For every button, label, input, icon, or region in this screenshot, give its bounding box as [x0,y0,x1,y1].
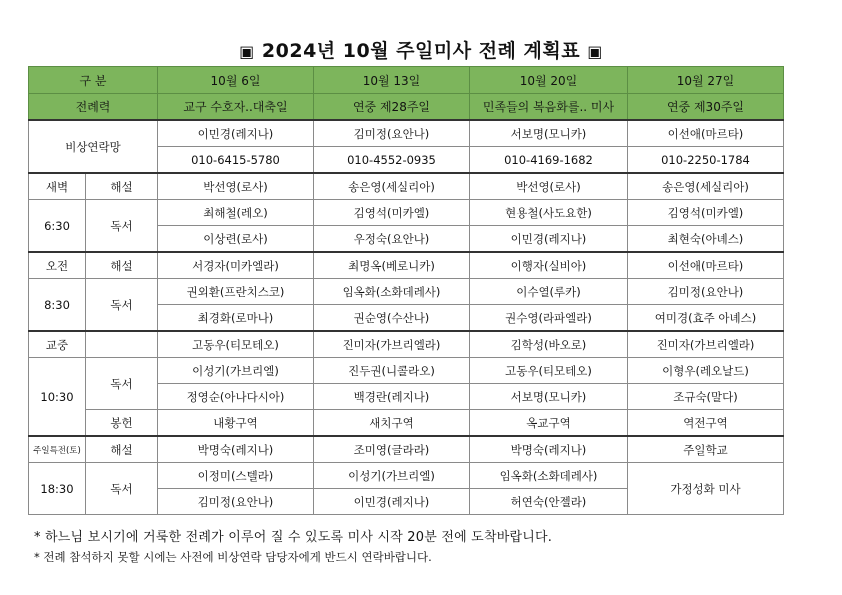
mass-630-reading1-row [29,200,784,226]
assignment-cell: 가정성화 미사 [628,463,784,515]
assignment-cell: 임옥화(소화데레사) [314,279,470,305]
assignment-cell: 백경란(레지나) [314,384,470,410]
reading-label: 독서 [86,358,158,410]
assignment-cell: 박선영(로사) [470,173,628,200]
note-arrival: * 하느님 보시기에 거룩한 전례가 이루어 질 수 있도록 미사 시작 20분 전에 도착바랍니다. [34,530,553,545]
assignment-cell: 최경화(로마나) [158,305,314,332]
commentary-label: 해설 [86,436,158,463]
assignment-cell: 여미경(효주 아녜스) [628,305,784,332]
commentary-label: 해설 [86,173,158,200]
emergency-label: 비상연락망 [29,120,158,173]
assignment-cell: 옥교구역 [470,410,628,437]
reading-label: 독서 [86,279,158,332]
mass-1830-commentary-row [29,436,784,463]
assignment-cell: 허연숙(안젤라) [470,489,628,515]
assignment-cell: 우정숙(요안나) [314,226,470,253]
mass-630-commentary-row [29,173,784,200]
title-box-left: ▣ [239,42,255,61]
assignment-cell: 이정미(스텔라) [158,463,314,489]
reading-label: 독서 [86,463,158,515]
assignment-cell: 진미자(가브리엘라) [628,331,784,358]
assignment-cell: 최현숙(아녜스) [628,226,784,253]
assignment-cell: 새치구역 [314,410,470,437]
assignment-cell: 진미자(가브리엘라) [314,331,470,358]
assignment-cell: 송은영(세실리아) [628,173,784,200]
assignment-cell: 이행자(실비아) [470,252,628,279]
assignment-cell: 박명숙(레지나) [158,436,314,463]
emergency-name: 이민경(레지나) [158,120,314,147]
assignment-cell: 김미정(요안나) [628,279,784,305]
commentary-label-empty [86,331,158,358]
emergency-name: 서보명(모니카) [470,120,628,147]
header-date: 10월 13일 [314,67,470,94]
note-absence: * 전례 참석하지 못할 시에는 사전에 비상연락 담당자에게 반드시 연락바랍니다. [34,550,432,564]
page-title [0,36,842,63]
assignment-cell: 김영석(미카엘) [314,200,470,226]
assignment-cell: 권수영(라파엘라) [470,305,628,332]
assignment-cell: 정영순(아나다시아) [158,384,314,410]
mass-1830-reading1-row [29,463,784,489]
assignment-cell: 권순영(수산나) [314,305,470,332]
mass-630-time: 6:30 [29,200,86,253]
assignment-cell: 이선애(마르타) [628,252,784,279]
assignment-cell: 임옥화(소화데레사) [470,463,628,489]
reading-label: 독서 [86,200,158,253]
assignment-cell: 최명옥(베로니카) [314,252,470,279]
assignment-cell: 이성기(가브리엘) [314,463,470,489]
assignment-cell: 고동우(티모테오) [158,331,314,358]
mass-1030-reading1-row [29,358,784,384]
assignment-cell: 김학성(바오로) [470,331,628,358]
assignment-cell: 박선영(로사) [158,173,314,200]
assignment-cell: 김영석(미카엘) [628,200,784,226]
header-date: 10월 27일 [628,67,784,94]
assignment-cell: 이민경(레지나) [314,489,470,515]
offering-label: 봉헌 [86,410,158,437]
emergency-phone: 010-4169-1682 [470,147,628,174]
commentary-label: 해설 [86,252,158,279]
mass-830-reading1-row [29,279,784,305]
mass-830-time: 8:30 [29,279,86,332]
assignment-cell: 이상련(로사) [158,226,314,253]
assignment-cell: 박명숙(레지나) [470,436,628,463]
calendar-cell: 교구 수호자..대축일 [158,94,314,121]
assignment-cell: 서보명(모니카) [470,384,628,410]
assignment-cell: 이성기(가브리엘) [158,358,314,384]
mass-630-label-top: 새벽 [29,173,86,200]
assignment-cell: 현용철(사도요한) [470,200,628,226]
assignment-cell: 진두권(니콜라오) [314,358,470,384]
assignment-cell: 조미영(글라라) [314,436,470,463]
assignment-cell: 이민경(레지나) [470,226,628,253]
assignment-cell: 서경자(미카엘라) [158,252,314,279]
mass-830-commentary-row [29,252,784,279]
emergency-phone: 010-2250-1784 [628,147,784,174]
assignment-cell: 송은영(세실리아) [314,173,470,200]
emergency-name-row [29,120,784,147]
emergency-name: 이선애(마르타) [628,120,784,147]
title-text: 2024년 10월 주일미사 전례 계획표 [261,40,581,62]
title-box-right: ▣ [587,42,603,61]
calendar-label: 전례력 [29,94,158,121]
header-col-label: 구 분 [29,67,158,94]
header-row-dates [29,67,784,94]
schedule-table [28,66,784,515]
emergency-phone: 010-4552-0935 [314,147,470,174]
mass-1030-offering-row [29,410,784,437]
calendar-cell: 연중 제30주일 [628,94,784,121]
assignment-cell: 권외환(프란치스코) [158,279,314,305]
emergency-phone: 010-6415-5780 [158,147,314,174]
emergency-name: 김미정(요안나) [314,120,470,147]
assignment-cell: 내황구역 [158,410,314,437]
mass-1830-time: 18:30 [29,463,86,515]
assignment-cell: 조규숙(말다) [628,384,784,410]
header-date: 10월 20일 [470,67,628,94]
assignment-cell: 김미정(요안나) [158,489,314,515]
assignment-cell: 최해철(레오) [158,200,314,226]
assignment-cell: 이수열(루카) [470,279,628,305]
mass-1030-commentary-row [29,331,784,358]
mass-1030-time: 10:30 [29,358,86,437]
calendar-cell: 연중 제28주일 [314,94,470,121]
header-date: 10월 6일 [158,67,314,94]
calendar-cell: 민족들의 복음화를.. 미사 [470,94,628,121]
mass-830-label-top: 오전 [29,252,86,279]
assignment-cell: 역전구역 [628,410,784,437]
mass-1030-label-top: 교중 [29,331,86,358]
assignment-cell: 주일학교 [628,436,784,463]
mass-1830-label-top: 주일특전(토) [29,436,86,463]
assignment-cell: 이형우(레오날드) [628,358,784,384]
header-row-calendar [29,94,784,121]
assignment-cell: 고동우(티모테오) [470,358,628,384]
